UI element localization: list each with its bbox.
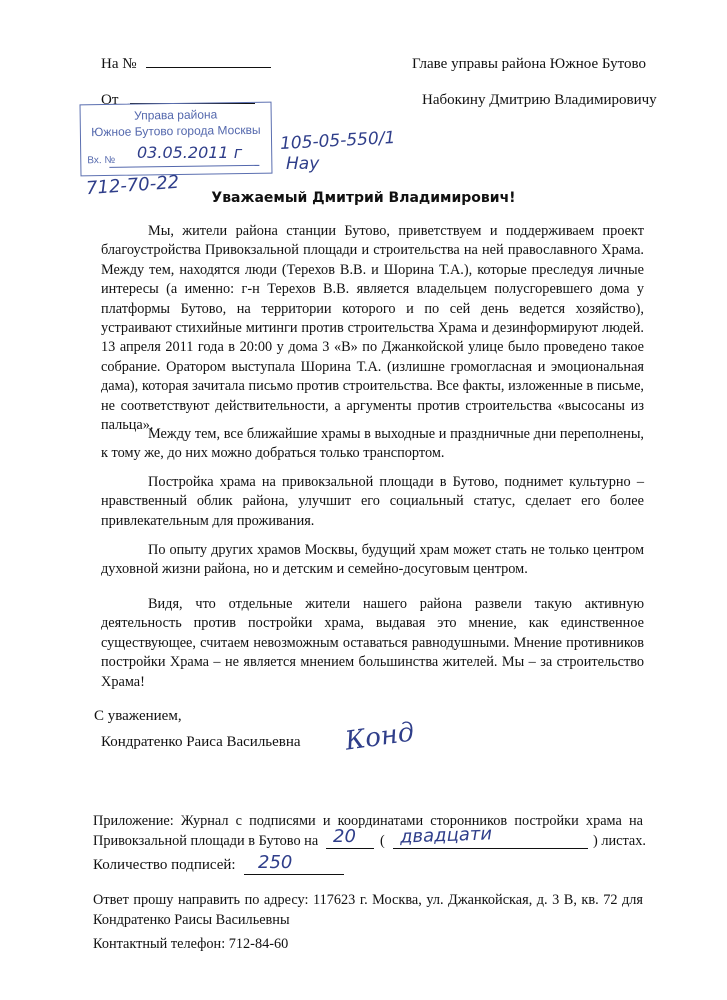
reference-number-blank	[146, 52, 271, 68]
phone-handwritten: 712-70-22	[85, 171, 180, 200]
registration-number-handwritten: 105-05-550/1	[279, 127, 396, 155]
sheets-words-handwritten: двадцати	[399, 823, 493, 848]
letter-greeting: Уважаемый Дмитрий Владимирович!	[211, 190, 516, 206]
body-paragraph: Видя, что отдельные жители нашего района развели такую активную деятельность против постройки храма, выдавая это мнение, как единственное существующее, считаем невозможным оставаться равнодушными. Мнение противников постройки Храма – не является мнением большинства жителей. Мы – за строительство Храма!	[101, 596, 644, 690]
body-paragraph: Постройка храма на привокзальной площади в Бутово, поднимет культурно – нравственный облик района, улучшит его социальный статус, сделает его более привлекательным для проживания.	[101, 474, 644, 529]
attachment-line-1: Приложение: Журнал с подписями и координатами сторонников постройки храма на	[93, 813, 643, 829]
attachment-line-2-prefix: Привокзальной площади в Бутово на	[93, 833, 319, 849]
body-paragraph: Между тем, все ближайшие храмы в выходные и праздничные дни переполнены, к тому же, до них можно добраться только транспортом.	[101, 426, 644, 462]
sheets-words-blank	[393, 848, 588, 849]
reference-number-line	[101, 52, 271, 73]
addressee-title: Главе управы района Южное Бутово	[412, 56, 646, 72]
reference-number-label: На №	[101, 56, 137, 72]
sender-name: Кондратенко Раиса Васильевна	[101, 734, 301, 750]
signatures-count-blank	[244, 874, 344, 875]
stamp-incoming-line	[109, 165, 259, 168]
sheets-number-handwritten: 20	[333, 826, 356, 847]
contact-phone: Контактный телефон: 712-84-60	[93, 936, 289, 952]
registration-stamp	[80, 102, 273, 177]
stamp-line-district: Южное Бутово города Москвы	[91, 122, 261, 140]
from-label: От	[101, 92, 119, 108]
addressee-name: Набокину Дмитрию Владимировичу	[422, 92, 657, 108]
open-paren: (	[380, 833, 385, 849]
body-paragraph: По опыту других храмов Москвы, будущий храм может стать не только центром духовной жизни района, но и детским и семейно-досуговым центром.	[101, 542, 644, 578]
body-paragraph: Мы, жители района станции Бутово, приветствуем и поддерживаем проект благоустройства Привокзальной площади и строительства на ней православного Храма. Между тем, находятся люди (Терехов В.В. и Шорина Т.А.), которые преследуя личные интересы (а именно: г-н Терехов В.В. является владельцем полусгоревшего дома у платформы Бутово, на территории которого и по сей день ведется хозяйство), устраивают стихийные митинги против строительства Храма и дезинформируют людей. 13 апреля 2011 года в 20:00 у дома 3 «В» по Джанкойской улице было проведено такое собрание. Оратором выступала Шорина Т.А. (излишне громогласная и эмоциональная дама), которая зачитала письмо против строительства. Все факты, изложенные в письме, не соответствуют действительности, а аргументы против строительства «высосаны из пальца».	[101, 223, 644, 434]
reply-address-line-2: Кондратенко Раисы Васильевны	[93, 912, 290, 928]
reply-address-line-1: Ответ прошу направить по адресу: 117623 г. Москва, ул. Джанкойская, д. 3 В, кв. 72 для	[93, 892, 643, 908]
stamp-line-authority: Управа района	[133, 107, 218, 123]
sheets-number-blank	[326, 848, 374, 849]
stamp-incoming-label: Вх. №	[87, 154, 116, 167]
signature-handwritten: Конд	[343, 717, 417, 757]
closing-respect: С уважением,	[94, 708, 182, 724]
stamp-date-handwritten: 03.05.2011 г	[137, 143, 243, 162]
attachment-line-2-suffix: ) листах.	[593, 833, 646, 849]
initials-handwritten: Нау	[286, 154, 320, 174]
signatures-count-label: Количество подписей:	[93, 857, 236, 873]
signatures-count-handwritten: 250	[258, 852, 293, 873]
